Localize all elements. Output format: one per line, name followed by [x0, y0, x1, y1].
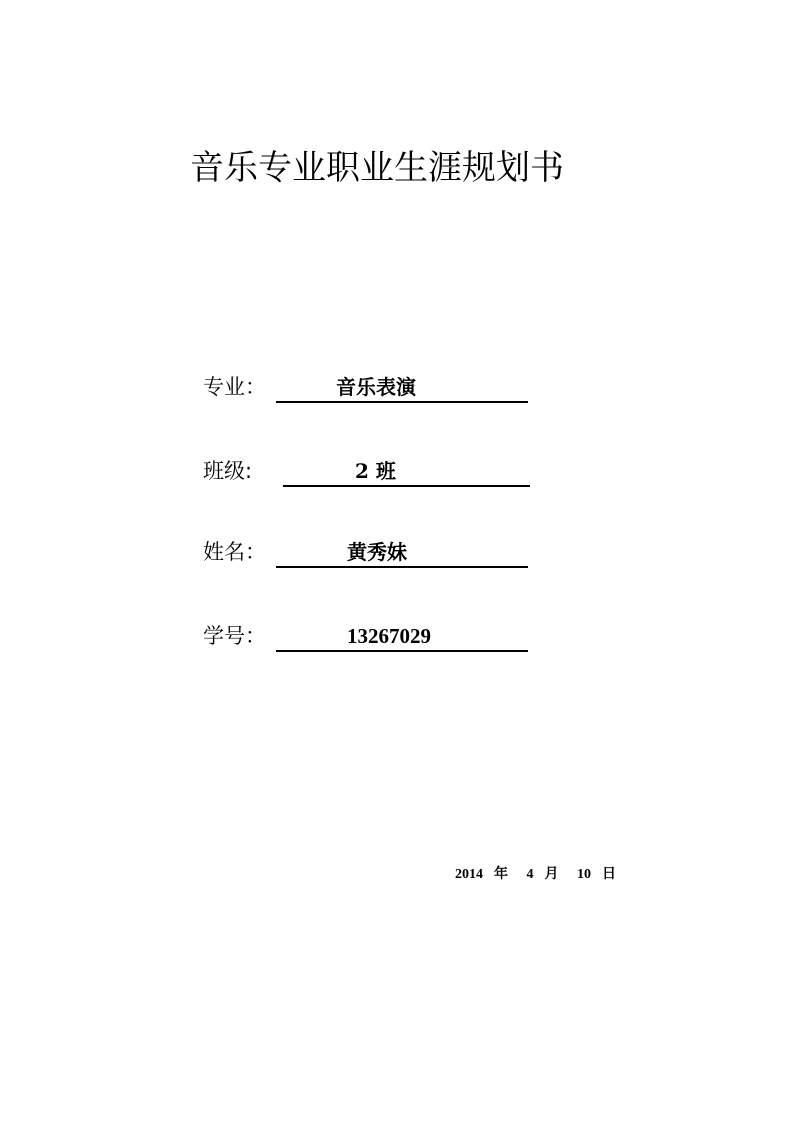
student-id-label: 学号：: [203, 624, 266, 648]
date-day: 10: [577, 867, 591, 882]
document-title: 音乐专业职业生涯规划书: [190, 148, 564, 188]
name-label: 姓名：: [203, 540, 266, 564]
major-value: 音乐表演: [336, 375, 416, 399]
student-id-value: 13267029: [347, 624, 431, 648]
date-year: 2014: [455, 867, 483, 882]
name-value: 黄秀妹: [347, 540, 407, 564]
class-underline: [283, 485, 530, 487]
date-day-unit: 日: [602, 867, 616, 882]
date-month-unit: 月: [544, 867, 559, 882]
class-value: 2 班: [355, 459, 396, 483]
date-year-unit: 年: [494, 867, 508, 882]
class-label: 班级:: [203, 459, 253, 483]
major-label: 专业：: [203, 375, 266, 399]
date-month: 4: [526, 867, 534, 882]
document-date: [455, 864, 616, 886]
